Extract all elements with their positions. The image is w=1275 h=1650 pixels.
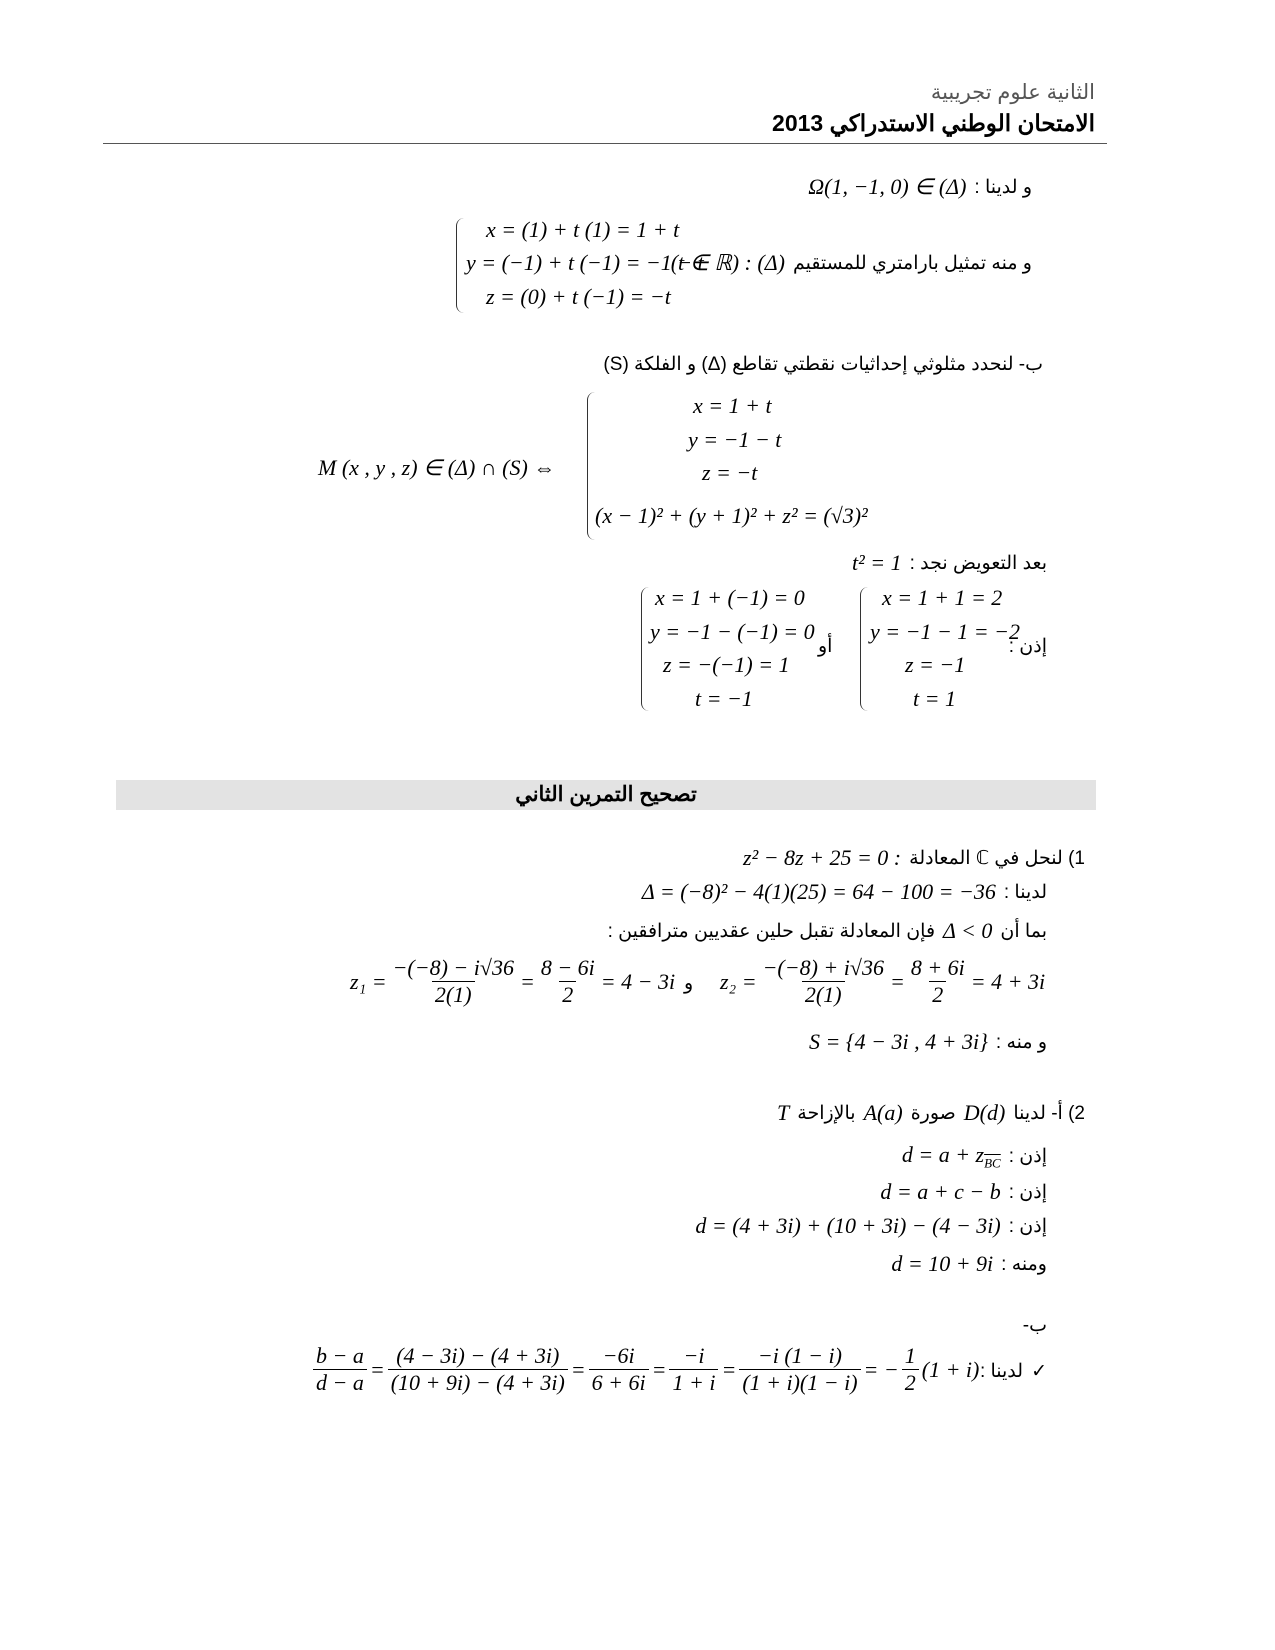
q2a-line (777, 1100, 1085, 1126)
fraction (538, 955, 598, 1008)
z1-lhs: z₁ = (350, 968, 387, 994)
step-label: ومنه : (1001, 1253, 1047, 1275)
equation: z = −1 (905, 652, 966, 677)
denominator: 1 + i (669, 1369, 718, 1396)
step-math: d = 10 + 9i (891, 1251, 994, 1276)
fraction (739, 1343, 860, 1396)
header-title: الامتحان الوطني الاستدراكي 2013 (772, 110, 1095, 136)
denominator: (1 + i)(1 − i) (739, 1369, 860, 1396)
numerator: −i (683, 1343, 705, 1368)
text: بالإزاحة (797, 1102, 856, 1124)
since-rest: فإن المعادلة تقبل حلين عقديين مترافقين : (607, 920, 936, 942)
omega-line (808, 174, 1032, 200)
fraction (388, 1343, 568, 1396)
equation: x = 1 + t (693, 393, 772, 418)
q2a-label: 2) أ- لدينا (1013, 1102, 1085, 1124)
omega-label: و لدينا : (974, 176, 1032, 198)
have-line (980, 1360, 1047, 1383)
ratio-tail: (1 + i) (921, 1356, 980, 1382)
sol-math: S = {4 − 3i , 4 + 3i} (809, 1029, 988, 1054)
text: صورة (910, 1102, 956, 1124)
param-label: و منه تمثيل بارامتري للمستقيم (792, 252, 1032, 274)
q1-line (743, 845, 1085, 871)
fraction (669, 1343, 718, 1396)
math: T (777, 1100, 790, 1125)
denominator: d − a (313, 1369, 367, 1396)
z1-solution: z₁ = $\frac{-(-8) - i√36}{2(1)}$ = $\frac{8 - 6i}{2}$ = 4 − 3i (350, 955, 676, 1007)
brace (860, 587, 869, 711)
equation: x = 1 + 1 = 2 (882, 585, 1003, 610)
and-label: و (684, 973, 694, 994)
equivalence: M (x , y , z) ∈ (Δ) ∩ (S) ⇔ (318, 455, 556, 480)
step-line (880, 1179, 1047, 1205)
delta-label: لدينا : (1003, 881, 1047, 903)
numerator: −6i (602, 1343, 635, 1368)
step-math (902, 1142, 1001, 1171)
denominator: (10 + 9i) − (4 + 3i) (388, 1369, 568, 1396)
header-divider (103, 143, 1107, 144)
or-label: أو (818, 636, 833, 657)
denominator: 2(1) (432, 981, 475, 1008)
math: A(a) (863, 1100, 903, 1125)
fraction (760, 955, 887, 1008)
denominator: 2 (929, 981, 946, 1008)
denominator: 2(1) (802, 981, 845, 1008)
step-line (695, 1213, 1047, 1239)
equation: t = 1 (913, 686, 956, 711)
fraction (589, 1343, 649, 1396)
z1-result: = 4 − 3i (600, 968, 676, 994)
equation: t = −1 (695, 686, 753, 711)
delta-math: Δ = (−8)² − 4(1)(25) = 64 − 100 = −36 (641, 879, 996, 904)
math: d = a + z (901, 1142, 985, 1167)
equation: z = −(−1) = 1 (663, 652, 790, 677)
equation: x = 1 + (−1) = 0 (655, 585, 805, 610)
numerator: (4 − 3i) − (4 + 3i) (396, 1343, 560, 1368)
section-bar (116, 780, 1096, 810)
denominator: 2 (902, 1369, 919, 1396)
since-line (608, 918, 1047, 944)
param-line (671, 250, 1032, 276)
step-label: إذن : (1008, 1215, 1047, 1237)
equation: y = −1 − 1 = −2 (870, 619, 1020, 644)
omega-math: Ω(1, −1, 0) ∈ (Δ) (808, 174, 967, 199)
numerator: −(−8) + i√36 (762, 955, 884, 980)
equation: y = −1 − t (688, 427, 782, 452)
delta-line (642, 879, 1047, 905)
header-subtitle: الثانية علوم تجريبية (930, 81, 1095, 104)
ratio-computation: $\frac{b - a}{d - a}$ = $\frac{(4 - 3i) - (4 + 3i)}{(10 + 9i) - (4 + 3i)}$ = $\frac{-6i}{6 + 6i}$ = $\frac{-i}{1 + i}$ = $\frac{-i (1 - i)}{(1 + i)(1 - i)}$ = − $\frac{1}{2}$ (1 + i) (310, 1343, 979, 1396)
z2-result: = 4 + 3i (970, 968, 1046, 994)
substitution-line (852, 550, 1047, 576)
equation: y = −1 − (−1) = 0 (650, 619, 815, 644)
numerator: b − a (316, 1343, 364, 1368)
step-math: d = (4 + 3i) + (10 + 3i) − (4 − 3i) (695, 1213, 1001, 1238)
q1-label: 1) لنحل في ℂ المعادلة (909, 847, 1085, 869)
subst-math: t² = 1 (852, 550, 902, 575)
then-label: إذن : (1008, 636, 1047, 657)
brace (641, 587, 650, 711)
brace (456, 218, 465, 313)
q1-math: z² − 8z + 25 = 0 : (743, 845, 902, 870)
numerator: −i (1 − i) (757, 1343, 842, 1368)
step-label: إذن : (1008, 1146, 1047, 1168)
since-label: بما أن (1000, 920, 1047, 942)
numerator: −(−8) − i√36 (392, 955, 514, 980)
q2b-label: ب- (1022, 1315, 1047, 1336)
sol-label: و منه : (995, 1031, 1047, 1053)
part-b-intro: ب- لنحدد مثلوثي إحداثيات نقطتي تقاطع (Δ) و الفلكة (S) (603, 354, 1043, 375)
vector-subscript: BC (984, 1155, 1001, 1171)
fraction (390, 955, 517, 1008)
numerator: 8 − 6i (540, 955, 595, 980)
equation: (x − 1)² + (y + 1)² + z² = (√3)² (595, 503, 868, 528)
step-math: d = a + c − b (880, 1179, 1001, 1204)
step-line (891, 1251, 1047, 1277)
math: D(d) (963, 1100, 1006, 1125)
fraction (902, 1343, 919, 1396)
step-line (902, 1142, 1047, 1171)
equation: z = −t (702, 460, 758, 485)
subst-label: بعد التعويض نجد : (909, 552, 1047, 574)
step-label: إذن : (1008, 1181, 1047, 1203)
solution-set-line (809, 1029, 1047, 1055)
check-icon: ✓ (1031, 1361, 1047, 1382)
numerator: 8 + 6i (910, 955, 965, 980)
denominator: 2 (559, 981, 576, 1008)
since-math: Δ < 0 (943, 918, 993, 943)
equation: y = (−1) + t (−1) = −1 − t (466, 250, 704, 275)
equation: z = (0) + t (−1) = −t (486, 284, 671, 309)
param-math: (t ∈ ℝ) : (Δ) (670, 250, 785, 275)
denominator: 6 + 6i (589, 1369, 649, 1396)
z2-lhs: z₂ = (720, 968, 757, 994)
equation: x = (1) + t (1) = 1 + t (486, 217, 680, 242)
fraction (908, 955, 968, 1008)
fraction (313, 1343, 367, 1396)
numerator: 1 (904, 1343, 916, 1368)
z2-solution: z₂ = $\frac{-(-8) + i√36}{2(1)}$ = $\frac{8 + 6i}{2}$ = 4 + 3i (720, 955, 1046, 1007)
section-title: تصحيح التمرين الثاني (515, 783, 697, 806)
have-label: لدينا : (979, 1361, 1024, 1382)
